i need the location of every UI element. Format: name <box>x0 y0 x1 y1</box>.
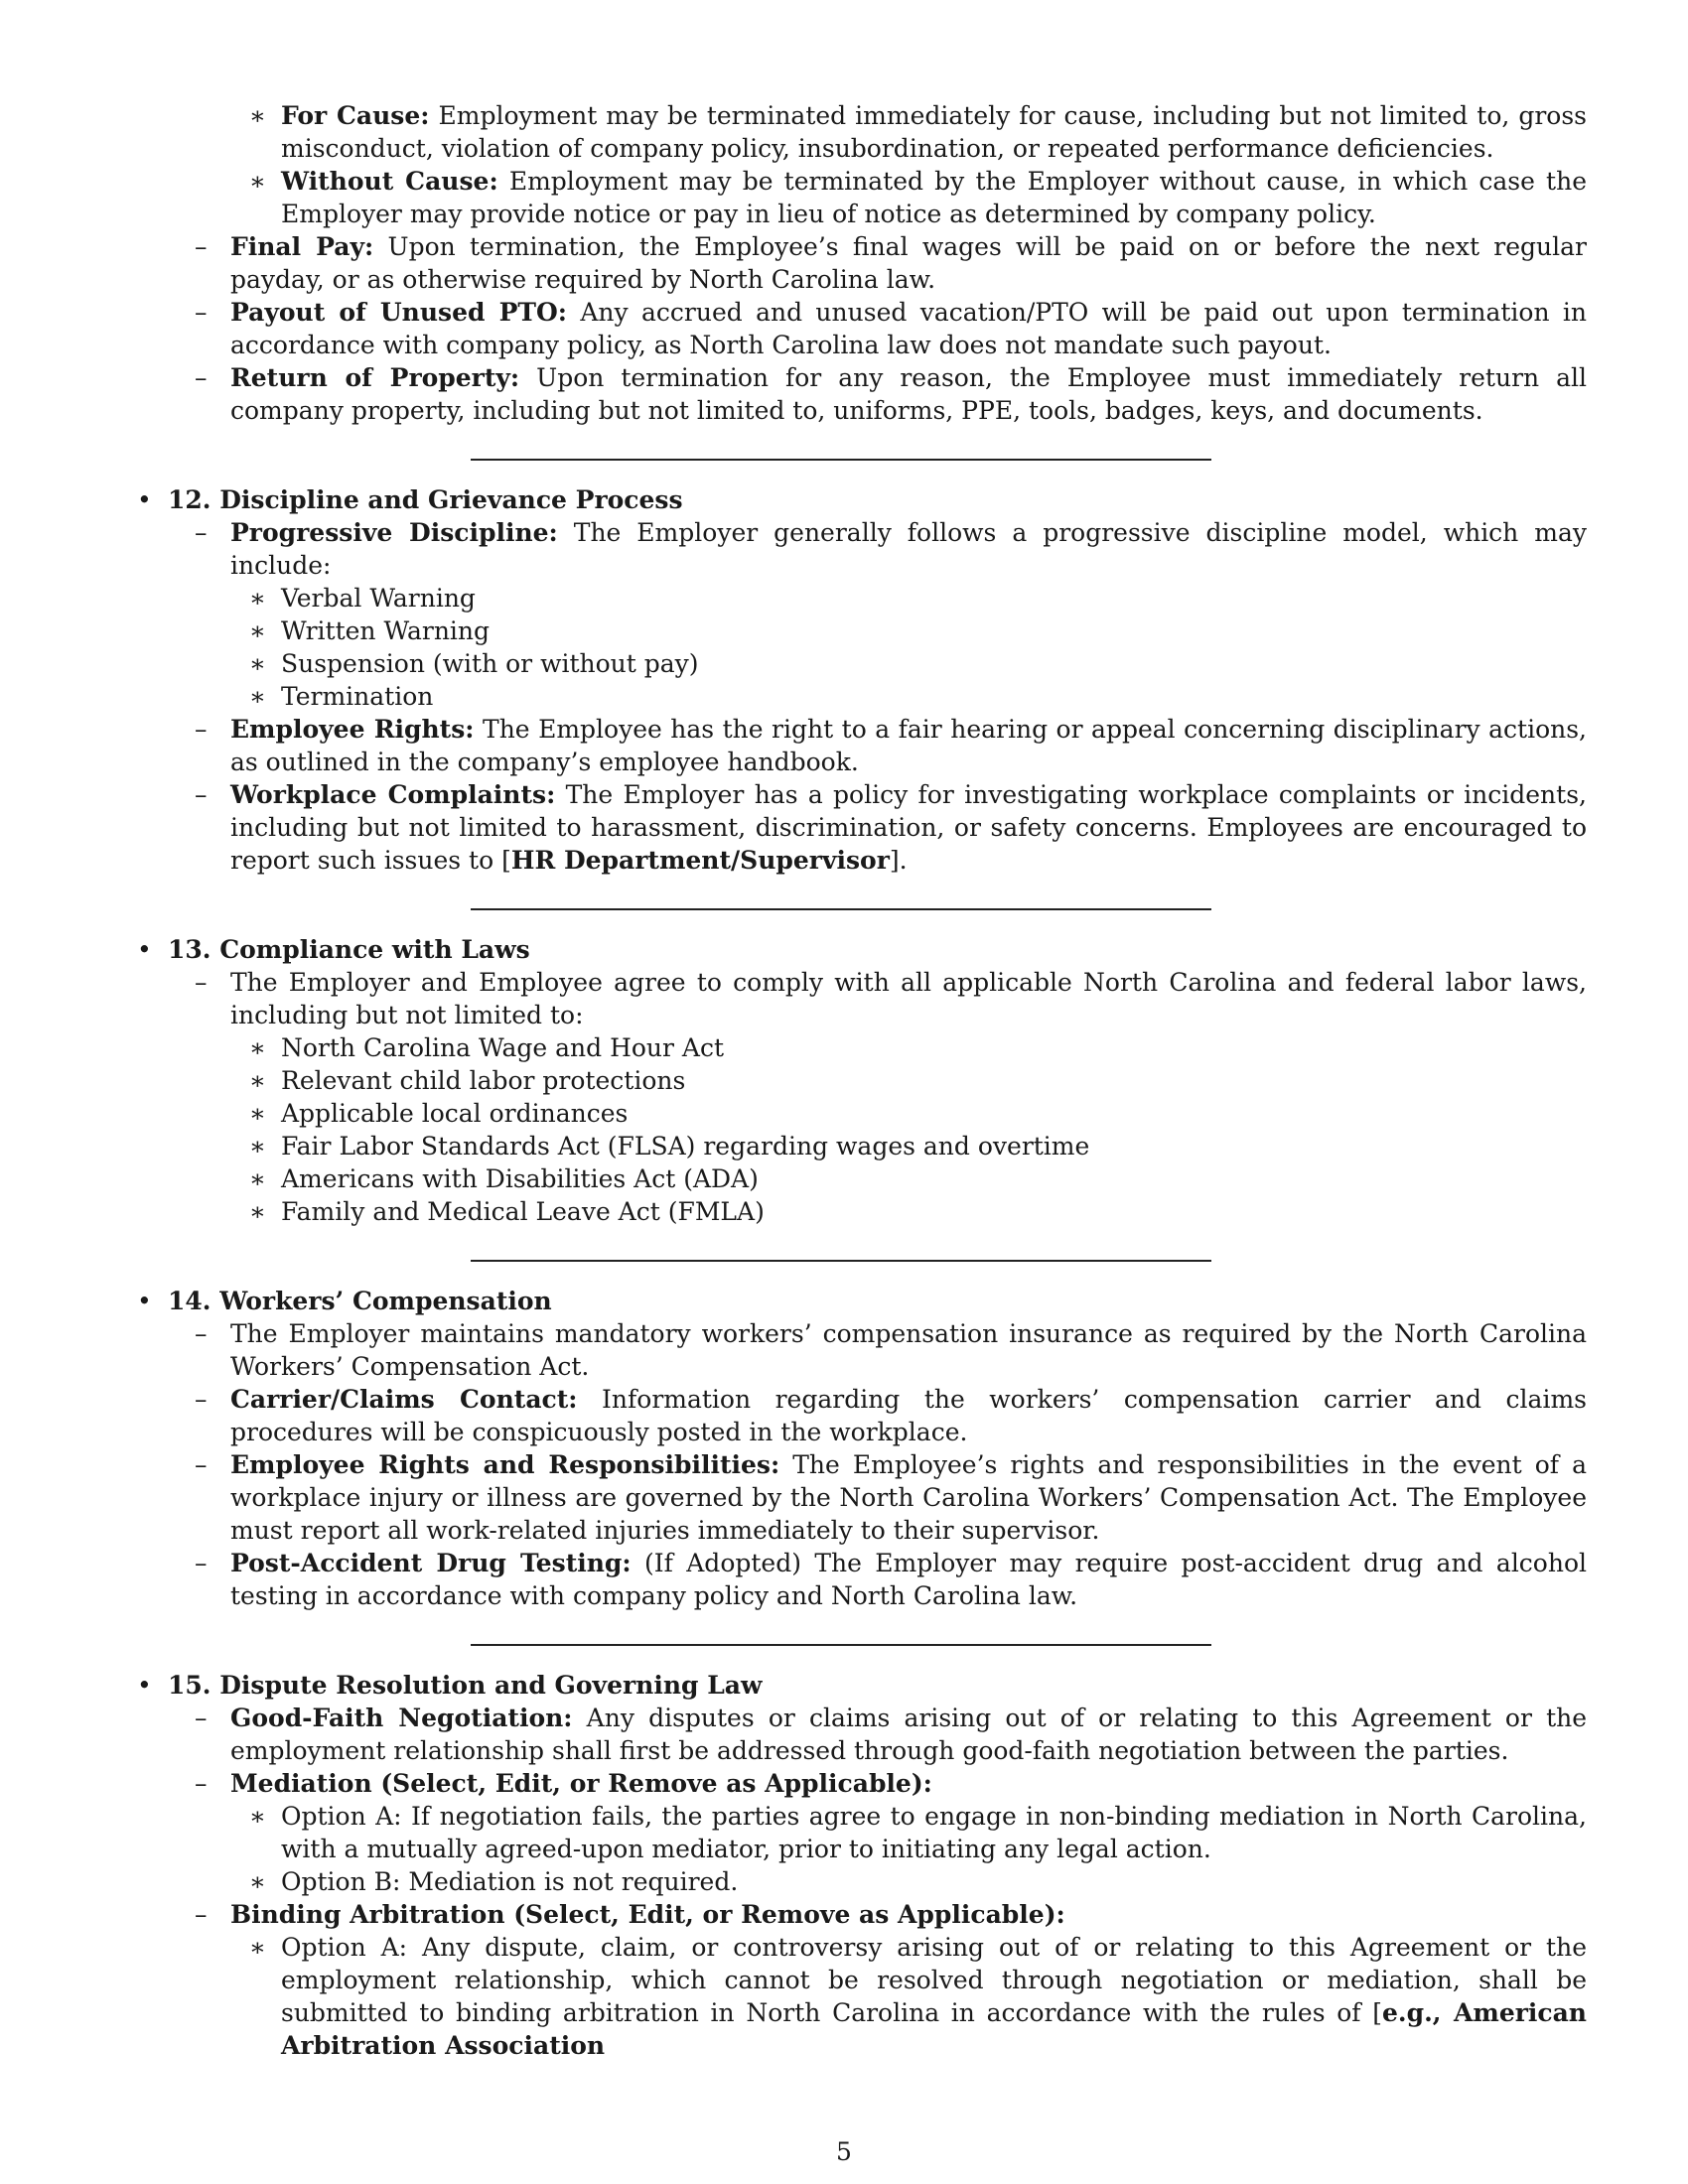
without-cause-title: Without Cause: <box>281 167 498 196</box>
complaints-end: ]. <box>889 846 908 875</box>
section-divider <box>471 459 1211 461</box>
dash-marker: – <box>195 715 208 744</box>
dash-marker: – <box>195 363 208 392</box>
section-15-heading <box>134 1669 1587 1702</box>
dash-marker: – <box>195 1319 208 1348</box>
star-marker: ∗ <box>249 1933 266 1962</box>
dash-marker: – <box>195 1385 208 1414</box>
progressive-discipline-title: Progressive Discipline: <box>230 518 558 547</box>
without-cause-item <box>249 165 1587 230</box>
section-13-title: 13. Compliance with Laws <box>168 935 530 964</box>
section-15-title: 15. Dispute Resolution and Governing Law <box>168 1671 763 1700</box>
section-12-heading <box>134 483 1587 516</box>
star-marker: ∗ <box>249 1802 266 1831</box>
pto-payout-item <box>195 296 1587 361</box>
page-number: 5 <box>836 2137 852 2166</box>
return-property-title: Return of Property: <box>230 363 520 392</box>
star-marker: ∗ <box>249 1033 266 1062</box>
final-pay-title: Final Pay: <box>230 232 374 261</box>
discipline-step-text: Verbal Warning <box>281 584 476 613</box>
negotiation-item <box>195 1702 1587 1767</box>
progressive-discipline-item <box>195 516 1587 582</box>
law-item-text: Americans with Disabilities Act (ADA) <box>281 1164 759 1193</box>
mediation-option-a <box>249 1800 1587 1865</box>
law-item-text: Applicable local ordinances <box>281 1099 629 1128</box>
star-marker: ∗ <box>249 1197 266 1226</box>
section-14-title: 14. Workers’ Compensation <box>168 1287 552 1315</box>
mediation-option-b <box>249 1865 1587 1898</box>
for-cause-text: Employment may be terminated immediately for cause, including but not limited to, gross misconduct, violation of company policy, insubordination, or repeated performance deficiencies. <box>281 101 1588 163</box>
drug-testing-item <box>195 1547 1587 1612</box>
dash-marker: – <box>195 1450 208 1479</box>
law-item <box>249 1195 1587 1228</box>
carrier-contact-text: Information regarding the workers’ compensation carrier and claims procedures will be conspicuously posted in the workplace. <box>230 1385 1587 1446</box>
discipline-step <box>249 614 1587 647</box>
arbitration-title: Binding Arbitration (Select, Edit, or Remove as Applicable): <box>230 1900 1065 1929</box>
law-item <box>249 1162 1587 1195</box>
dash-marker: – <box>195 1704 208 1732</box>
workers-comp-intro-item <box>195 1317 1587 1383</box>
for-cause-title: For Cause: <box>281 101 430 130</box>
section-divider <box>471 908 1211 910</box>
section-divider <box>471 1644 1211 1646</box>
without-cause-text: Employment may be terminated by the Employer without cause, in which case the Employer may provide notice or pay in lieu of notice as determined by company policy. <box>281 167 1587 228</box>
bullet-marker: • <box>137 1287 152 1315</box>
pto-payout-title: Payout of Unused PTO: <box>230 298 568 327</box>
employee-rights-title: Employee Rights: <box>230 715 475 744</box>
star-marker: ∗ <box>249 649 266 678</box>
star-marker: ∗ <box>249 1867 266 1896</box>
compliance-intro-item <box>195 966 1587 1031</box>
star-marker: ∗ <box>249 1164 266 1193</box>
bullet-marker: • <box>137 485 152 514</box>
return-property-text: Upon termination for any reason, the Employee must immediately return all company property, including but not limited to, uniforms, PPE, tools, badges, keys, and documents. <box>230 363 1587 425</box>
mediation-option-b-text: Option B: Mediation is not required. <box>281 1867 739 1896</box>
carrier-contact-title: Carrier/Claims Contact: <box>230 1385 578 1414</box>
arbitration-option-a-text: Option A: Any dispute, claim, or controversy arising out of or relating to this Agreement or the employment relationship, which cannot be resolved through negotiation or mediation, shall be submitted to binding arbitration in North Carolina in accordance with the rules of [ <box>281 1933 1587 2027</box>
mediation-option-a-text: Option A: If negotiation fails, the parties agree to engage in non-binding mediation in North Carolina, with a mutually agreed-upon mediator, prior to initiating any legal action. <box>281 1802 1587 1863</box>
mediation-item <box>195 1767 1587 1800</box>
workers-comp-intro-text: The Employer maintains mandatory workers’ compensation insurance as required by the North Carolina Workers’ Compensation Act. <box>230 1319 1587 1381</box>
negotiation-text: Any disputes or claims arising out of or relating to this Agreement or the employment relationship shall first be addressed through good-faith negotiation between the parties. <box>230 1704 1588 1765</box>
section-14-heading <box>134 1285 1587 1317</box>
negotiation-title: Good-Faith Negotiation: <box>230 1704 573 1732</box>
bullet-marker: • <box>137 935 152 964</box>
dash-marker: – <box>195 298 208 327</box>
star-marker: ∗ <box>249 682 266 711</box>
section-divider <box>471 1260 1211 1262</box>
star-marker: ∗ <box>249 167 266 196</box>
discipline-step-text: Termination <box>281 682 434 711</box>
section-12-title: 12. Discipline and Grievance Process <box>168 485 683 514</box>
employee-rights-text: The Employee has the right to a fair hearing or appeal concerning disciplinary actions, as outlined in the company’s employee handbook. <box>230 715 1588 776</box>
arbitration-option-a <box>249 1931 1587 2062</box>
star-marker: ∗ <box>249 584 266 613</box>
pto-payout-text: Any accrued and unused vacation/PTO will be paid out upon termination in accordance with company policy, as North Carolina law does not mandate such payout. <box>230 298 1587 359</box>
dash-marker: – <box>195 518 208 547</box>
star-marker: ∗ <box>249 1099 266 1128</box>
arbitration-item <box>195 1898 1587 1931</box>
final-pay-item <box>195 230 1587 296</box>
employee-rights-item <box>195 713 1587 778</box>
dash-marker: – <box>195 780 208 809</box>
star-marker: ∗ <box>249 1066 266 1095</box>
discipline-step-text: Written Warning <box>281 616 491 645</box>
bullet-marker: • <box>137 1671 152 1700</box>
star-marker: ∗ <box>249 101 266 130</box>
rights-responsibilities-title: Employee Rights and Responsibilities: <box>230 1450 780 1479</box>
section-13-heading <box>134 933 1587 966</box>
discipline-step <box>249 647 1587 680</box>
rights-responsibilities-item <box>195 1448 1587 1547</box>
dash-marker: – <box>195 968 208 997</box>
workplace-complaints-item <box>195 778 1587 877</box>
dash-marker: – <box>195 1549 208 1577</box>
complaints-contact: HR Department/Supervisor <box>510 846 890 875</box>
for-cause-item <box>249 99 1587 165</box>
return-property-item <box>195 361 1587 427</box>
page-content <box>134 99 1587 2062</box>
law-item <box>249 1031 1587 1064</box>
discipline-step <box>249 582 1587 614</box>
law-item-text: Fair Labor Standards Act (FLSA) regarding wages and overtime <box>281 1132 1090 1160</box>
final-pay-text: Upon termination, the Employee’s final wages will be paid on or before the next regular payday, or as otherwise required by North Carolina law. <box>230 232 1587 294</box>
progressive-discipline-text: The Employer generally follows a progressive discipline model, which may include: <box>230 518 1587 580</box>
law-item-text: Relevant child labor protections <box>281 1066 686 1095</box>
law-item-text: North Carolina Wage and Hour Act <box>281 1033 725 1062</box>
drug-testing-title: Post-Accident Drug Testing: <box>230 1549 632 1577</box>
rights-responsibilities-text: The Employee’s rights and responsibilities in the event of a workplace injury or illness are governed by the North Carolina Workers’ Compensation Act. The Employee must report all work-related injuries immediately to their supervisor. <box>230 1450 1587 1545</box>
law-item-text: Family and Medical Leave Act (FMLA) <box>281 1197 765 1226</box>
dash-marker: – <box>195 1769 208 1798</box>
discipline-step <box>249 680 1587 713</box>
law-item <box>249 1130 1587 1162</box>
carrier-contact-item <box>195 1383 1587 1448</box>
mediation-title: Mediation (Select, Edit, or Remove as Applicable): <box>230 1769 932 1798</box>
star-marker: ∗ <box>249 616 266 645</box>
drug-testing-text: (If Adopted) The Employer may require post-accident drug and alcohol testing in accordance with company policy and North Carolina law. <box>230 1549 1588 1610</box>
workplace-complaints-text: The Employer has a policy for investigating workplace complaints or incidents, including but not limited to harassment, discrimination, or safety concerns. Employees are encouraged to report such issues to [ <box>230 780 1587 875</box>
law-item <box>249 1097 1587 1130</box>
compliance-intro-text: The Employer and Employee agree to comply with all applicable North Carolina and federal labor laws, including but not limited to: <box>230 968 1587 1029</box>
dash-marker: – <box>195 232 208 261</box>
arbitration-option-a-bold: e.g., American Arbitration Association <box>281 1998 1587 2060</box>
workplace-complaints-title: Workplace Complaints: <box>230 780 556 809</box>
star-marker: ∗ <box>249 1132 266 1160</box>
dash-marker: – <box>195 1900 208 1929</box>
law-item <box>249 1064 1587 1097</box>
discipline-step-text: Suspension (with or without pay) <box>281 649 699 678</box>
